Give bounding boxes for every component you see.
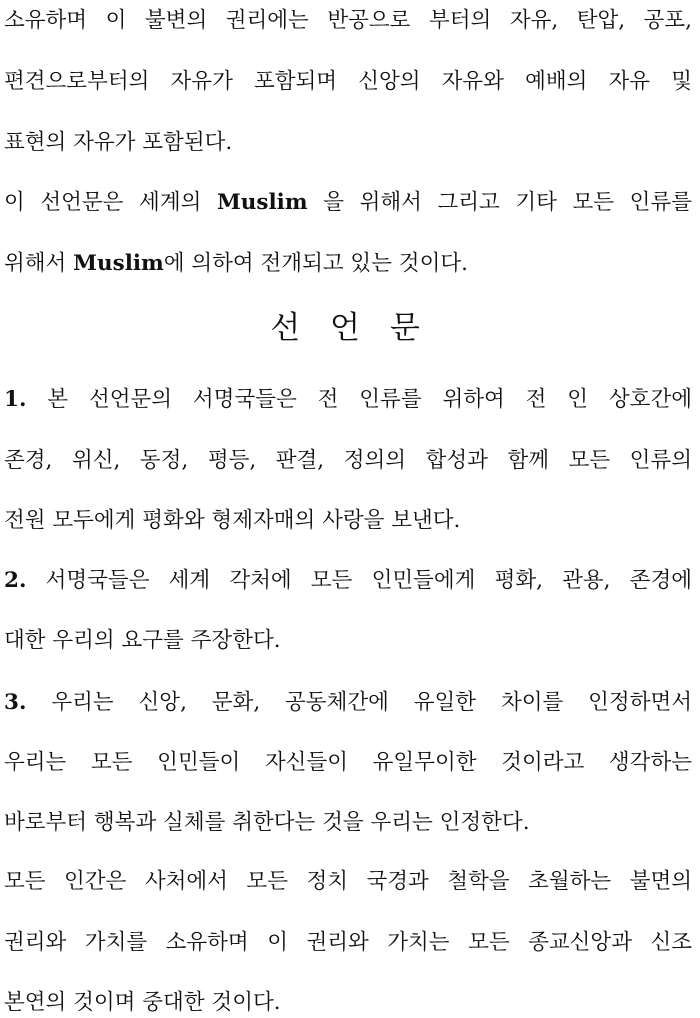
article-3-line-3: 바로부터 행복과 실체를 취한다는 것을 우리는 인정한다. — [4, 810, 530, 835]
intro-line-5 — [4, 249, 692, 279]
article-1-line-3: 전원 모두에게 평화와 형제자매의 사랑을 보낸다. — [4, 508, 461, 533]
article-3-line-1 — [4, 688, 692, 718]
article-2-line-1 — [4, 566, 692, 596]
article-text: 우리는 신앙, 문화, 공동체간에 유일한 차이를 인정하면서 — [26, 690, 692, 715]
intro-line-1: 소유하며 이 불변의 권리에는 반공으로 부터의 자유, 탄압, 공포, — [4, 8, 692, 33]
intro-line-4-text-end: 을 위해서 그리고 기타 모든 인류를 — [307, 190, 692, 215]
article-number: 1. — [4, 387, 27, 412]
intro-line-5-text: 위해서 — [4, 251, 74, 276]
article-1-line-1 — [4, 385, 692, 415]
closing-line-3: 본연의 것이며 중대한 것이다. — [4, 990, 281, 1015]
closing-line-2: 권리와 가치를 소유하며 이 권리와 가치는 모든 종교신앙과 신조 — [4, 930, 692, 955]
intro-line-3: 표현의 자유가 포함된다. — [4, 130, 233, 155]
article-text: 서명국들은 세계 각처에 모든 인민들에게 평화, 관용, 존경에 — [26, 568, 692, 593]
section-heading: 선 언 문 — [270, 310, 430, 346]
article-number: 2. — [4, 568, 27, 593]
article-1-line-2: 존경, 위신, 동정, 평등, 판결, 정의의 합성과 함께 모든 인류의 — [4, 448, 692, 473]
intro-line-2: 편견으로부터의 자유가 포함되며 신앙의 자유와 예배의 자유 및 — [4, 69, 692, 94]
muslim-term: Muslim — [216, 190, 308, 215]
intro-line-5-text-end: 에 의하여 전개되고 있는 것이다. — [163, 251, 468, 276]
article-2-line-2: 대한 우리의 요구를 주장한다. — [4, 628, 281, 653]
closing-line-1: 모든 인간은 사처에서 모든 정치 국경과 철학을 초월하는 불면의 — [4, 869, 692, 894]
article-number: 3. — [4, 690, 27, 715]
muslim-term: Muslim — [73, 251, 164, 276]
intro-line-4-text: 이 선언문은 세계의 — [4, 190, 217, 215]
article-3-line-2: 우리는 모든 인민들이 자신들이 유일무이한 것이라고 생각하는 — [4, 750, 692, 775]
intro-line-4 — [4, 188, 692, 218]
article-text: 본 선언문의 서명국들은 전 인류를 위하여 전 인 상호간에 — [26, 387, 692, 412]
